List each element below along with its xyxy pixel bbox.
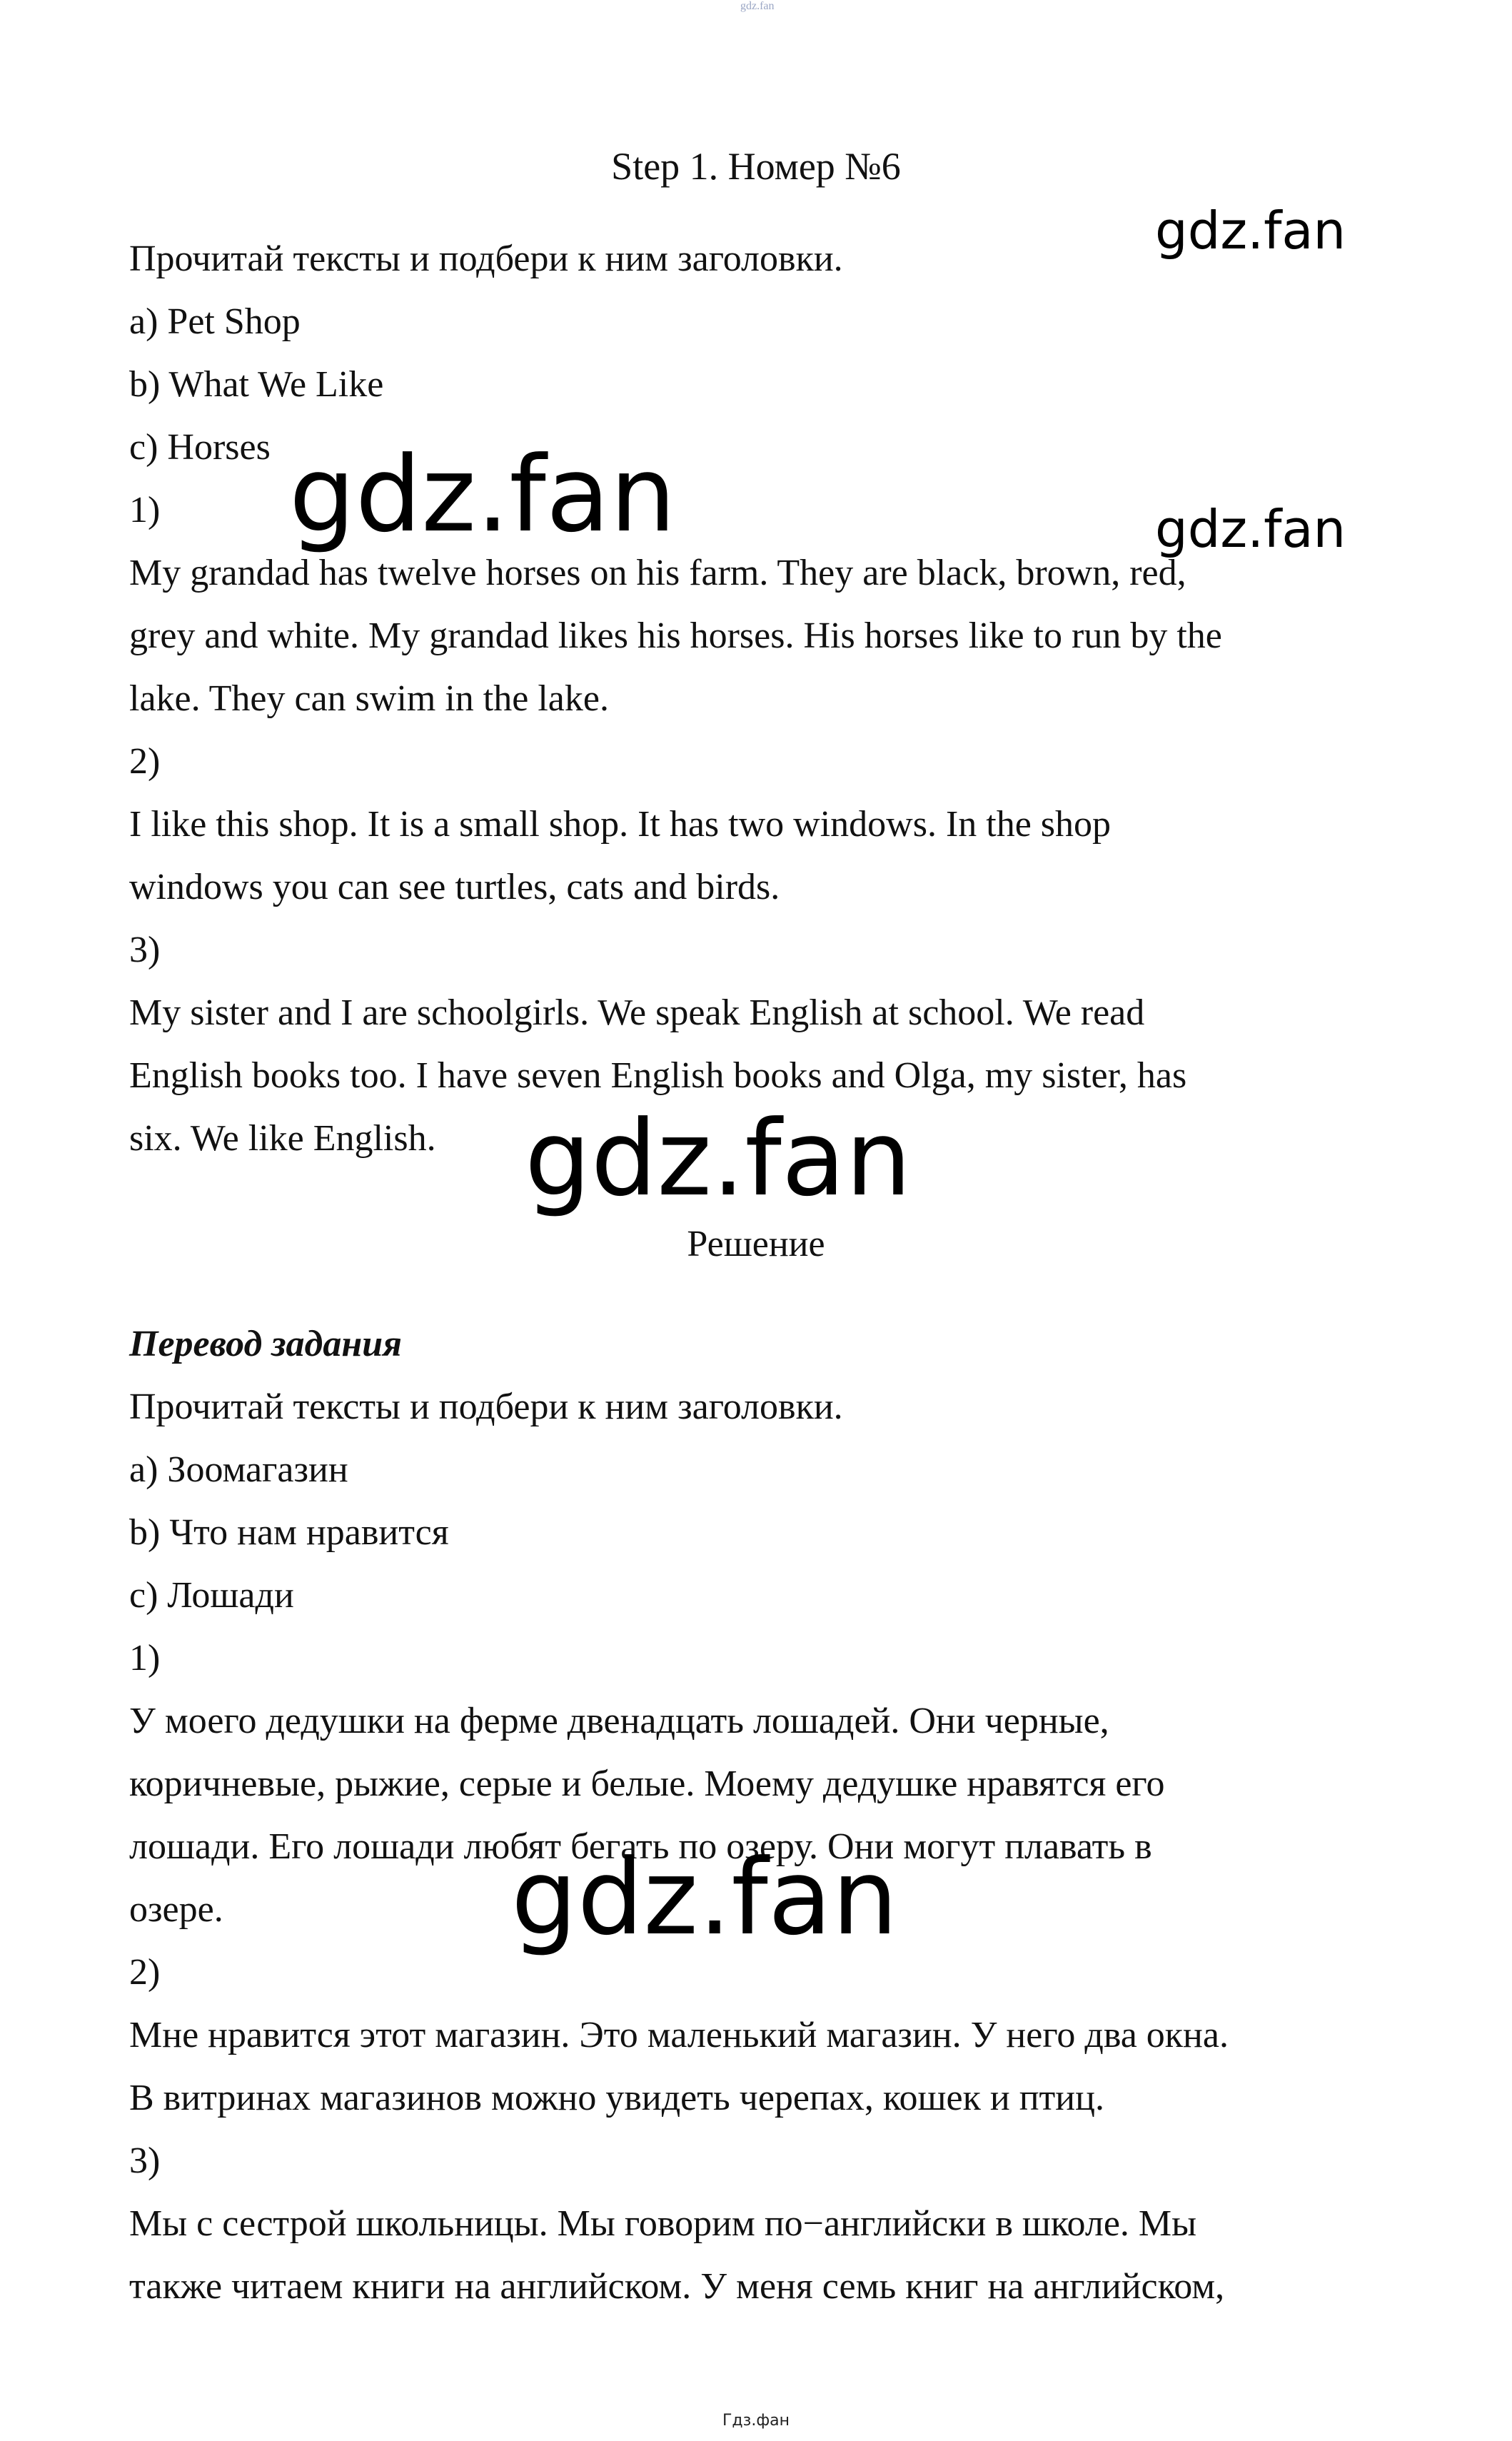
solution-heading: Решение [687,1224,825,1264]
option-a: a) Pet Shop [129,301,301,342]
translation-text2-number: 2) [129,1952,161,1993]
translation-option-b: b) Что нам нравится [129,1512,449,1553]
watermark: gdz.fan [511,1837,898,1958]
text1-line: grey and white. My grandad likes his horses. His horses like to run by the [129,615,1222,656]
option-b: b) What We Like [129,364,384,405]
text1-number: 1) [129,490,161,530]
watermark: gdz.fan [525,1098,912,1219]
translation-text2-line: Мне нравится этот магазин. Это маленький магазин. У него два окна. [129,2015,1229,2055]
translation-option-c: c) Лошади [129,1575,294,1616]
option-c: c) Horses [129,427,271,468]
translation-option-a: a) Зоомагазин [129,1449,348,1490]
text1-line: lake. They can swim in the lake. [129,678,609,719]
translation-text2-line: В витринах магазинов можно увидеть черепах, кошек и птиц. [129,2078,1104,2118]
text3-line: English books too. I have seven English books and Olga, my sister, has [129,1055,1187,1096]
text2-line: windows you can see turtles, cats and birds. [129,867,780,907]
page-title: Step 1. Номер №6 [611,145,901,188]
text1-line: My grandad has twelve horses on his farm. They are black, brown, red, [129,553,1186,593]
text2-number: 2) [129,741,161,782]
translation-text3-line: также читаем книги на английском. У меня семь книг на английском, [129,2266,1225,2307]
top-watermark: gdz.fan [740,0,775,12]
watermark: gdz.fan [1155,499,1346,559]
watermark: gdz.fan [289,434,676,555]
translation-text1-number: 1) [129,1638,161,1678]
task-instruction: Прочитай тексты и подбери к ним заголовки. [129,238,843,279]
translation-text1-line: У моего дедушки на ферме двенадцать лошадей. Они черные, [129,1701,1109,1741]
translation-text1-line: коричневые, рыжие, серые и белые. Моему дедушке нравятся его [129,1763,1165,1804]
translation-text3-line: Мы с сестрой школьницы. Мы говорим по−английски в школе. Мы [129,2203,1197,2244]
translation-text1-line: лошади. Его лошади любят бегать по озеру. Они могут плавать в [129,1826,1152,1867]
text3-number: 3) [129,930,161,970]
watermark: gdz.fan [1155,201,1346,261]
translation-instruction: Прочитай тексты и подбери к ним заголовки. [129,1386,843,1427]
text3-line: six. We like English. [129,1118,436,1159]
translation-heading: Перевод задания [129,1324,402,1364]
translation-text1-line: озере. [129,1889,223,1930]
text3-line: My sister and I are schoolgirls. We speak English at school. We read [129,992,1145,1033]
translation-text3-number: 3) [129,2140,161,2181]
footer-watermark: Гдз.фан [722,2412,790,2430]
text2-line: I like this shop. It is a small shop. It has two windows. In the shop [129,804,1112,845]
